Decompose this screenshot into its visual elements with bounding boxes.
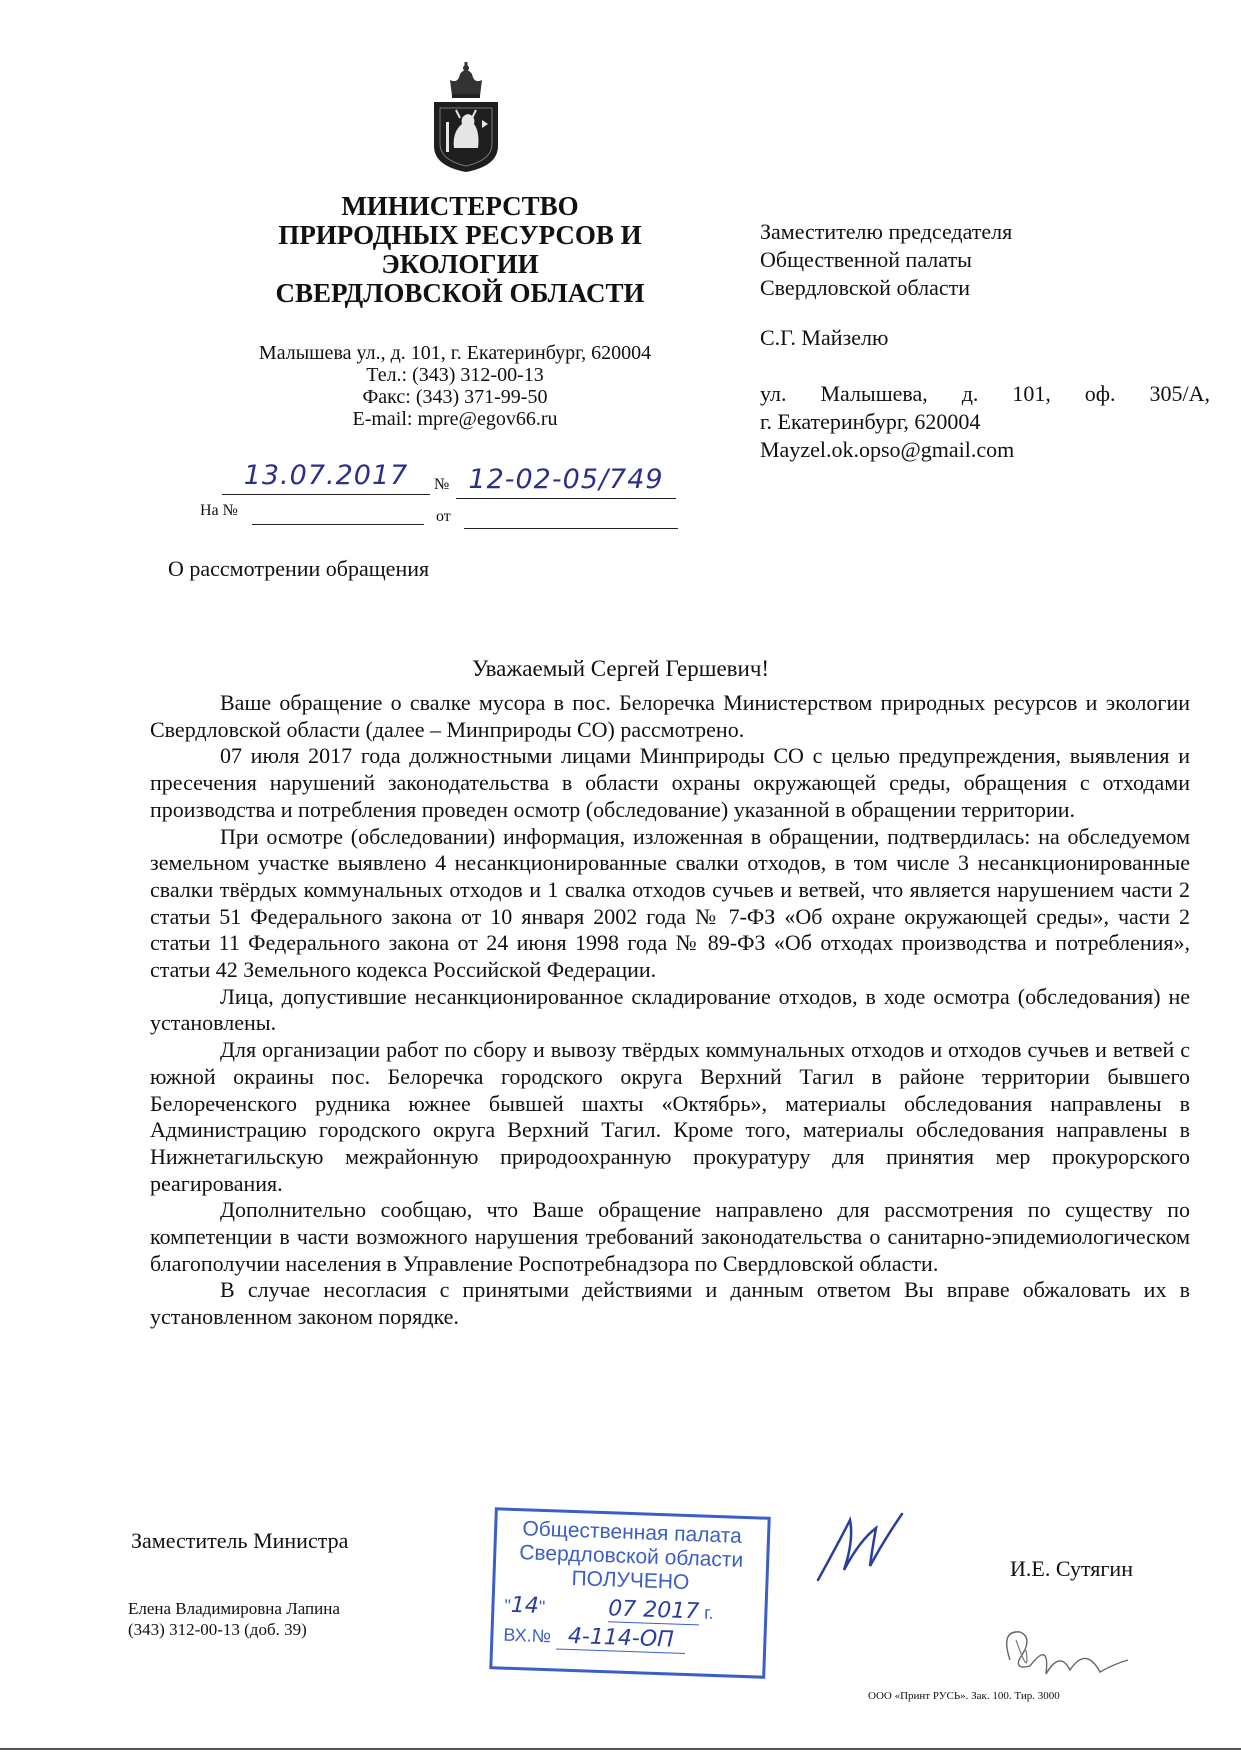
addressee-block xyxy=(760,218,1210,464)
street-part: 101, xyxy=(1012,381,1051,406)
handwritten-mark xyxy=(990,1620,1130,1700)
body-paragraph: Для организации работ по сбору и вывозу твёрдых коммунальных отходов и отходов сучьев и ветвей с южной окраины пос. Белоречка городского округа Верхний Тагил в районе территории бывшего Белореченского рудника южнее бывшей шахты «Октябрь», материалы обследования направлены в Администрацию городского округа Верхний Тагил. Кроме того, материалы обследования направлены в Нижнетагильскую межрайонную природоохранную прокуратуру для принятия мер прокурорского реагирования. xyxy=(150,1037,1190,1196)
signatory-name: И.Е. Сутягин xyxy=(1010,1556,1133,1581)
performer-name: Елена Владимировна Лапина xyxy=(128,1599,340,1618)
addressee-name: С.Г. Майзелю xyxy=(760,325,889,350)
body-paragraph: В случае несогласия с принятыми действиями и данным ответом Вы вправе обжаловать их в установленном законом порядке. xyxy=(150,1277,1190,1330)
body-paragraph: 07 июля 2017 года должностными лицами Минприроды СО с целью предупреждения, выявления и пресечения нарушений законодательства в области охраны окружающей среды, обращения с отходами производства и потребления проведен осмотр (обследование) указанной в обращении территории. xyxy=(150,743,1190,822)
ministry-address: Малышева ул., д. 101, г. Екатеринбург, 620004 xyxy=(258,342,652,364)
outgoing-date-field xyxy=(222,460,430,495)
ministry-contacts xyxy=(220,342,690,430)
body-paragraph: Дополнительно сообщаю, что Ваше обращение направлено для рассмотрения по существу по компетенции в части возможного нарушения требований законодательства о санитарно-эпидемиологическом благополучии населения в Управление Роспотребнадзора по Свердловской области. xyxy=(150,1197,1190,1276)
street-part: оф. xyxy=(1084,381,1116,406)
body-paragraph: При осмотре (обследовании) информация, изложенная в обращении, подтвердилась: на обследуемом земельном участке выявлено 4 несанкционированные свалки отходов, в том числе 3 несанкционированные свалки твёрдых коммунальных отходов и 1 свалка отходов сучьев и ветвей, что является нарушением части 2 статьи 51 Федерального закона от 10 января 2002 года № 7-ФЗ «Об охране окружающей среды», части 2 статьи 11 Федерального закона от 24 июня 1998 года № 89-ФЗ «Об отходах производства и потребления», статьи 42 Земельного кодекса Российской Федерации. xyxy=(150,823,1190,983)
reply-to-number-label: На № xyxy=(200,502,238,519)
stamp-org-line-1: Общественная палата xyxy=(522,1517,743,1548)
street-part: Малышева, xyxy=(820,381,928,406)
printer-note: ООО «Принт РУСЬ». Зак. 100. Тир. 3000 xyxy=(868,1690,1060,1702)
addressee-line-1: Заместителю председателя xyxy=(760,219,1013,244)
ministry-line-2: ПРИРОДНЫХ РЕСУРСОВ И xyxy=(278,220,642,250)
received-stamp xyxy=(489,1507,770,1679)
outgoing-number-field xyxy=(456,464,676,499)
addressee-line-2: Общественной палаты xyxy=(760,247,972,272)
street-part: 305/А, xyxy=(1149,381,1210,406)
stamp-quote-close: " xyxy=(538,1596,546,1618)
stamp-quote-open: " xyxy=(504,1595,512,1616)
addressee-email: Mayzel.ok.opso@gmail.com xyxy=(760,437,1015,462)
ministry-name xyxy=(250,192,670,308)
reply-to-date-field xyxy=(464,508,678,529)
street-part: ул. xyxy=(760,381,787,406)
stamp-in-label: ВХ.№ xyxy=(503,1624,552,1647)
stamp-received: ПОЛУЧЕНО xyxy=(571,1566,690,1595)
stamp-month-year: 07 2017 xyxy=(607,1596,700,1625)
stamp-org-line-2: Свердловской области xyxy=(518,1541,744,1572)
stamp-year-suffix: г. xyxy=(703,1602,714,1623)
signatory-title: Заместитель Министра xyxy=(131,1528,349,1553)
street-part: д. xyxy=(961,381,979,406)
reply-to-number-field xyxy=(252,504,424,525)
outgoing-date: 13.07.2017 xyxy=(243,460,409,491)
coat-of-arms-emblem xyxy=(430,62,502,174)
stamp-in-number: 4-114-ОП xyxy=(556,1623,687,1654)
outgoing-number: 12-02-05/749 xyxy=(468,464,664,495)
reply-to-date-label: от xyxy=(436,508,451,525)
ministry-fax: Факс: (343) 371-99-50 xyxy=(362,386,548,408)
handwritten-signature xyxy=(810,1500,930,1590)
ministry-line-1: МИНИСТЕРСТВО xyxy=(341,191,579,221)
ministry-line-4: СВЕРДЛОВСКОЙ ОБЛАСТИ xyxy=(275,278,645,308)
addressee-street xyxy=(760,380,1210,408)
ministry-email: E-mail: mpre@egov66.ru xyxy=(352,408,558,430)
ministry-line-3: ЭКОЛОГИИ xyxy=(381,249,539,279)
body-paragraph: Ваше обращение о свалке мусора в пос. Белоречка Министерством природных ресурсов и экологии Свердловской области (далее – Минприроды СО) рассмотрено. xyxy=(150,690,1190,742)
outgoing-number-label: № xyxy=(434,476,450,493)
performer-info xyxy=(128,1598,340,1640)
stamp-day: 14 xyxy=(510,1592,540,1619)
addressee-city: г. Екатеринбург, 620004 xyxy=(760,409,981,434)
stamp-in-row xyxy=(503,1622,754,1656)
stamp-date-row xyxy=(504,1593,755,1627)
scan-bottom-edge xyxy=(0,1748,1241,1750)
letter-body xyxy=(150,690,1190,1331)
letter-greeting: Уважаемый Сергей Гершевич! xyxy=(471,656,770,681)
ministry-phone: Тел.: (343) 312-00-13 xyxy=(366,364,544,386)
body-paragraph: Лица, допустившие несанкционированное складирование отходов, в ходе осмотра (обследования) не установлены. xyxy=(150,983,1190,1036)
performer-phone: (343) 312-00-13 (доб. 39) xyxy=(128,1620,307,1639)
letter-subject: О рассмотрении обращения xyxy=(168,556,430,581)
addressee-line-3: Свердловской области xyxy=(760,275,970,300)
